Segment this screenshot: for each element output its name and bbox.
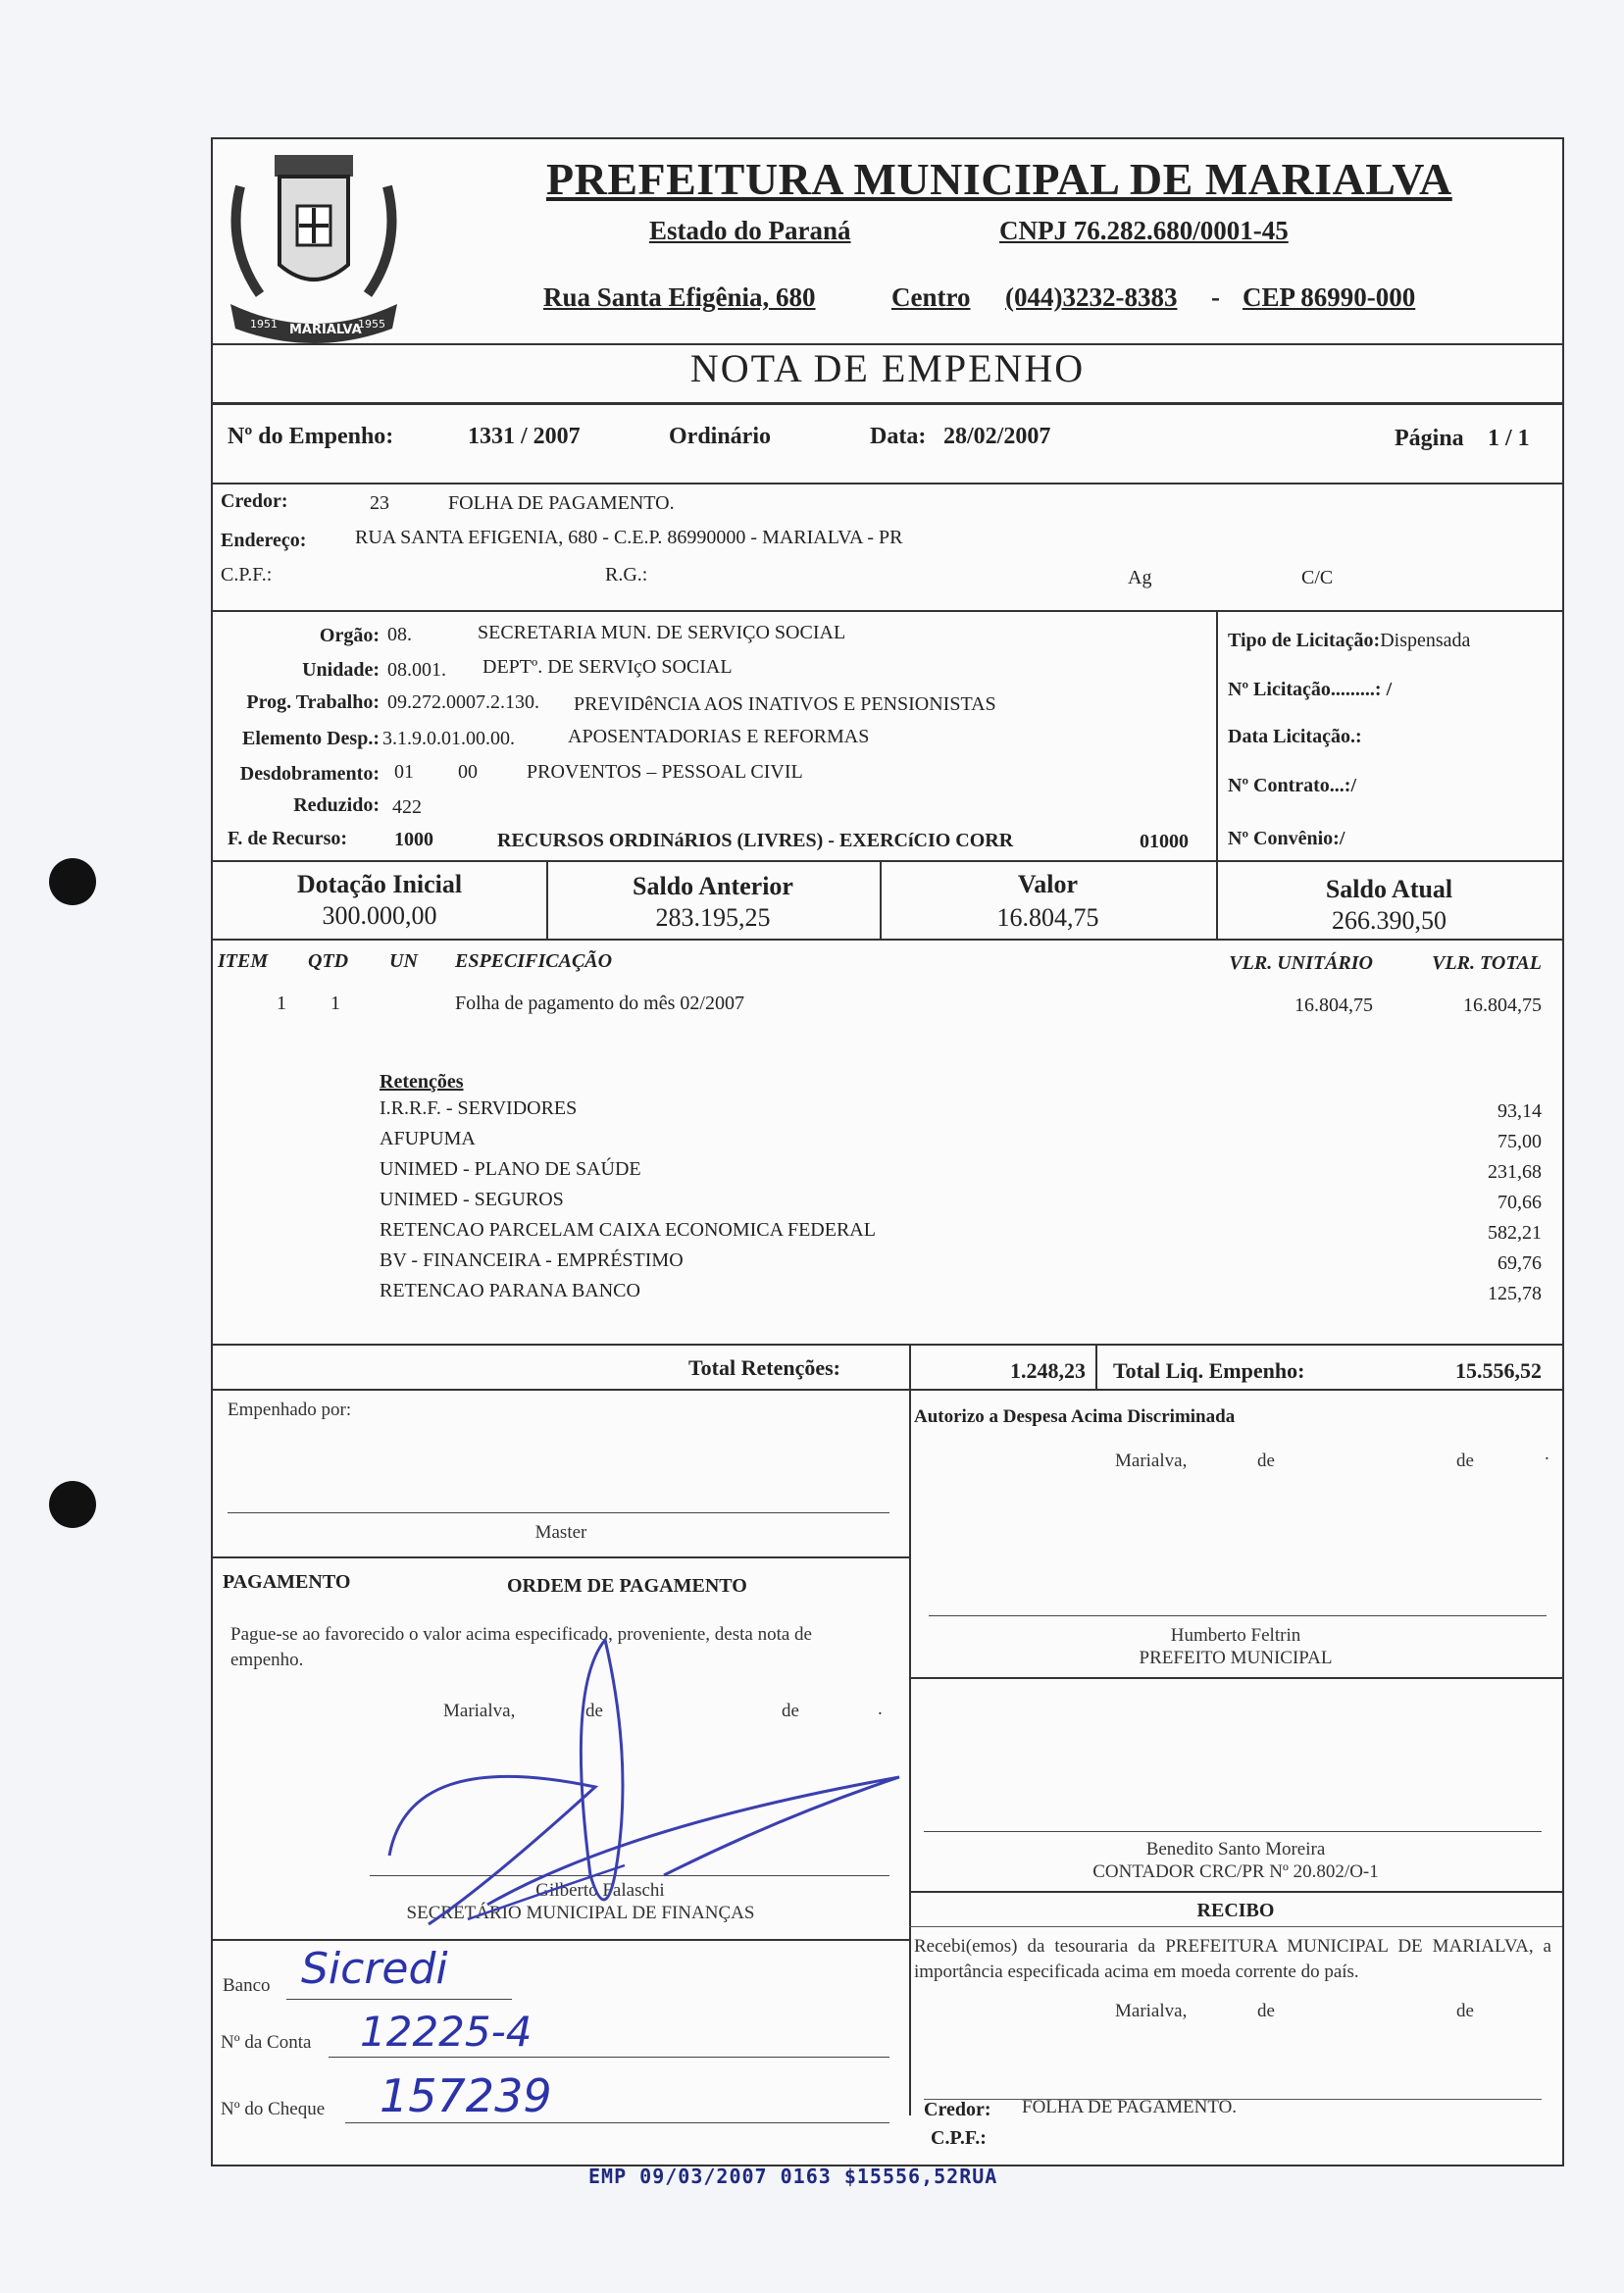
desdobramento-label: Desdobramento: — [239, 763, 380, 785]
retencoes-title: Retenções — [380, 1071, 464, 1093]
empenho-date-label: Data: — [870, 424, 927, 449]
contador-cargo: CONTADOR CRC/PR Nº 20.802/O-1 — [1092, 1861, 1379, 1882]
elemento-label: Elemento Desp.: — [242, 728, 380, 749]
validation-stamp: EMP 09/03/2007 0163 $15556,52RUA — [588, 2165, 998, 2188]
tipo-licitacao-label: Tipo de Licitação: — [1228, 630, 1381, 651]
retencao-name: RETENCAO PARCELAM CAIXA ECONOMICA FEDERAL — [380, 1219, 876, 1241]
pagamento-de: de — [585, 1701, 603, 1721]
valor-label: Valor — [1017, 870, 1079, 898]
banco-label: Banco — [223, 1975, 271, 1996]
rg-label: R.G.: — [605, 564, 648, 586]
desdobramento-a: 01 — [394, 761, 414, 783]
header-centro: Centro — [891, 282, 971, 312]
autorizo-de: de — [1456, 1451, 1474, 1471]
saldo-anterior-value: 283.195,25 — [655, 903, 771, 932]
saldo-atual-label: Saldo Atual — [1325, 875, 1453, 903]
recibo-credor-label: Credor: — [924, 2099, 991, 2120]
document-title: NOTA DE EMPENHO — [689, 346, 1086, 390]
prog-trabalho-name: PREVIDêNCIA AOS INATIVOS E PENSIONISTAS — [574, 693, 996, 715]
pagamento-cidade: Marialva, — [443, 1701, 516, 1721]
header-cnpj: CNPJ 76.282.680/0001-45 — [999, 216, 1289, 245]
unidade-label: Unidade: — [302, 659, 380, 681]
autorizo-cidade: Marialva, — [1115, 1451, 1188, 1471]
tipo-licitacao — [1228, 630, 1470, 652]
retencao-value: 70,66 — [1497, 1192, 1542, 1213]
punch-hole — [49, 858, 96, 905]
conta-value: 12225-4 — [360, 2008, 533, 2056]
recibo-cidade: Marialva, — [1115, 2001, 1188, 2021]
retencao-value: 93,14 — [1497, 1100, 1542, 1122]
recibo-label: RECIBO — [1196, 1900, 1275, 1921]
page-number: 1 / 1 — [1488, 426, 1530, 451]
empenhado-label: Empenhado por: — [228, 1400, 352, 1420]
col-especificacao: ESPECIFICAÇÃO — [455, 950, 613, 972]
prog-trabalho-label: Prog. Trabalho: — [246, 691, 380, 713]
dotacao-inicial-label: Dotação Inicial — [296, 870, 463, 898]
cheque-value: 157239 — [380, 2069, 552, 2122]
conta-label: Nº da Conta — [221, 2032, 312, 2053]
item-valor-unitario: 16.804,75 — [1294, 994, 1373, 1016]
licitacao-date: Data Licitação.: — [1228, 726, 1362, 747]
total-liquido-label: Total Liq. Empenho: — [1113, 1358, 1305, 1383]
contrato-number: Nº Contrato...:/ — [1228, 775, 1357, 796]
pagamento-dot: . — [878, 1699, 883, 1719]
autorizo-dot: . — [1545, 1444, 1549, 1464]
pagamento-de: de — [782, 1701, 799, 1721]
credor-name: FOLHA DE PAGAMENTO. — [448, 492, 675, 514]
tipo-licitacao-value: Dispensada — [1380, 630, 1471, 651]
desdobramento-b: 00 — [458, 761, 478, 783]
cc-label: C/C — [1301, 567, 1334, 588]
credor-code: 23 — [370, 492, 389, 514]
saldo-anterior-label: Saldo Anterior — [633, 872, 793, 900]
item-valor-total: 16.804,75 — [1463, 994, 1542, 1016]
col-item: ITEM — [218, 950, 269, 972]
autorizo-de: de — [1257, 1451, 1275, 1471]
prefeito-nome: Humberto Feltrin — [1170, 1625, 1301, 1646]
seal-year-left: 1951 — [250, 318, 278, 331]
recibo-texto: Recebi(emos) da tesouraria da PREFEITURA MUNICIPAL DE MARIALVA, a importância especificada acima em moeda corrente do país. — [914, 1936, 1551, 1982]
total-retencoes-value: 1.248,23 — [1010, 1358, 1086, 1383]
item-qtd: 1 — [330, 993, 340, 1014]
cpf-label: C.P.F.: — [221, 564, 273, 586]
retencao-name: RETENCAO PARANA BANCO — [380, 1280, 640, 1301]
seal-year-right: 1955 — [358, 318, 385, 331]
col-qtd: QTD — [308, 950, 349, 972]
nota-de-empenho-document — [211, 137, 1564, 2166]
header-telefone: (044)3232-8383 — [1005, 282, 1178, 312]
retencao-value: 75,00 — [1497, 1131, 1542, 1152]
desdobramento-name: PROVENTOS – PESSOAL CIVIL — [527, 761, 803, 783]
prog-trabalho-code: 09.272.0007.2.130. — [387, 691, 539, 713]
reduzido-label: Reduzido: — [293, 794, 380, 816]
convenio-number: Nº Convênio:/ — [1228, 828, 1345, 849]
header-endereco: Rua Santa Efigênia, 680 — [543, 282, 816, 312]
banco-value: Sicredi — [301, 1944, 448, 1994]
retencao-value: 69,76 — [1497, 1252, 1542, 1274]
retencao-name: BV - FINANCEIRA - EMPRÉSTIMO — [380, 1249, 684, 1271]
reduzido-value: 422 — [392, 796, 422, 818]
item-especificacao: Folha de pagamento do mês 02/2007 — [455, 993, 744, 1014]
recurso-number: 01000 — [1140, 831, 1189, 852]
contador-nome: Benedito Santo Moreira — [1145, 1839, 1326, 1860]
total-liquido-value: 15.556,52 — [1455, 1358, 1542, 1383]
retencao-value: 582,21 — [1488, 1222, 1542, 1244]
orgao-name: SECRETARIA MUN. DE SERVIÇO SOCIAL — [478, 622, 846, 643]
saldo-atual-value: 266.390,50 — [1332, 906, 1446, 935]
secretario-cargo: SECRETÁRIO MUNICIPAL DE FINANÇAS — [406, 1903, 755, 1923]
signature-scribble-icon — [370, 1630, 919, 1944]
credor-label: Credor: — [221, 490, 288, 512]
pagamento-texto: Pague-se ao favorecido o valor acima especificado, proveniente, desta nota de empenho. — [230, 1624, 812, 1670]
retencao-name: AFUPUMA — [380, 1128, 476, 1149]
licitacao-number: Nº Licitação.........: / — [1228, 679, 1393, 700]
municipal-seal-icon — [221, 147, 407, 343]
recibo-de: de — [1456, 2001, 1474, 2021]
orgao-label: Orgão: — [319, 625, 380, 646]
header-separator: - — [1211, 282, 1220, 312]
elemento-name: APOSENTADORIAS E REFORMAS — [568, 726, 870, 747]
ordem-pagamento-label: ORDEM DE PAGAMENTO — [507, 1575, 747, 1597]
secretario-nome: Gilberto Falaschi — [535, 1880, 665, 1901]
header-cep: CEP 86990-000 — [1243, 282, 1416, 312]
unidade-name: DEPTº. DE SERVIçO SOCIAL — [482, 656, 733, 678]
col-valor-unitario: VLR. UNITÁRIO — [1229, 952, 1373, 974]
empenho-type: Ordinário — [669, 424, 772, 449]
recurso-code: 1000 — [394, 829, 433, 850]
header-estado: Estado do Paraná — [649, 216, 851, 245]
col-un: UN — [389, 950, 418, 972]
retencao-value: 231,68 — [1488, 1161, 1542, 1183]
col-valor-total: VLR. TOTAL — [1432, 952, 1542, 974]
empenho-number: 1331 / 2007 — [468, 424, 581, 449]
prefeito-cargo: PREFEITO MUNICIPAL — [1139, 1648, 1333, 1668]
retencao-name: UNIMED - SEGUROS — [380, 1189, 564, 1210]
punch-hole — [49, 1481, 96, 1528]
retencao-name: I.R.R.F. - SERVIDORES — [380, 1097, 578, 1119]
recibo-cpf-label: C.P.F.: — [931, 2127, 987, 2149]
total-retencoes-label: Total Retenções: — [688, 1355, 840, 1380]
cheque-label: Nº do Cheque — [221, 2099, 326, 2119]
recurso-name: RECURSOS ORDINáRIOS (LIVRES) - EXERCíCIO CORR — [497, 830, 1014, 851]
retencao-name: UNIMED - PLANO DE SAÚDE — [380, 1158, 641, 1180]
page-label: Página — [1395, 426, 1464, 451]
recurso-label: F. de Recurso: — [228, 828, 348, 849]
empenho-number-label: Nº do Empenho: — [228, 424, 394, 449]
elemento-code: 3.1.9.0.01.00.00. — [382, 728, 515, 749]
seal-name: MARIALVA — [289, 323, 362, 337]
item-number: 1 — [277, 993, 286, 1014]
endereco-label: Endereço: — [221, 530, 307, 551]
autorizo-label: Autorizo a Despesa Acima Discriminada — [914, 1406, 1236, 1427]
credor-endereco: RUA SANTA EFIGENIA, 680 - C.E.P. 86990000 - MARIALVA - PR — [355, 527, 903, 548]
orgao-code: 08. — [387, 624, 412, 645]
ag-label: Ag — [1128, 567, 1152, 588]
header-title: PREFEITURA MUNICIPAL DE MARIALVA — [546, 154, 1452, 204]
empenho-date: 28/02/2007 — [943, 424, 1051, 449]
recibo-de: de — [1257, 2001, 1275, 2021]
empenhado-nome: Master — [534, 1522, 587, 1543]
valor-value: 16.804,75 — [996, 903, 1099, 932]
pagamento-label: PAGAMENTO — [223, 1571, 351, 1593]
dotacao-inicial-value: 300.000,00 — [322, 901, 437, 930]
retencao-value: 125,78 — [1488, 1283, 1542, 1304]
unidade-code: 08.001. — [387, 659, 446, 681]
recibo-credor: FOLHA DE PAGAMENTO. — [1022, 2097, 1238, 2117]
